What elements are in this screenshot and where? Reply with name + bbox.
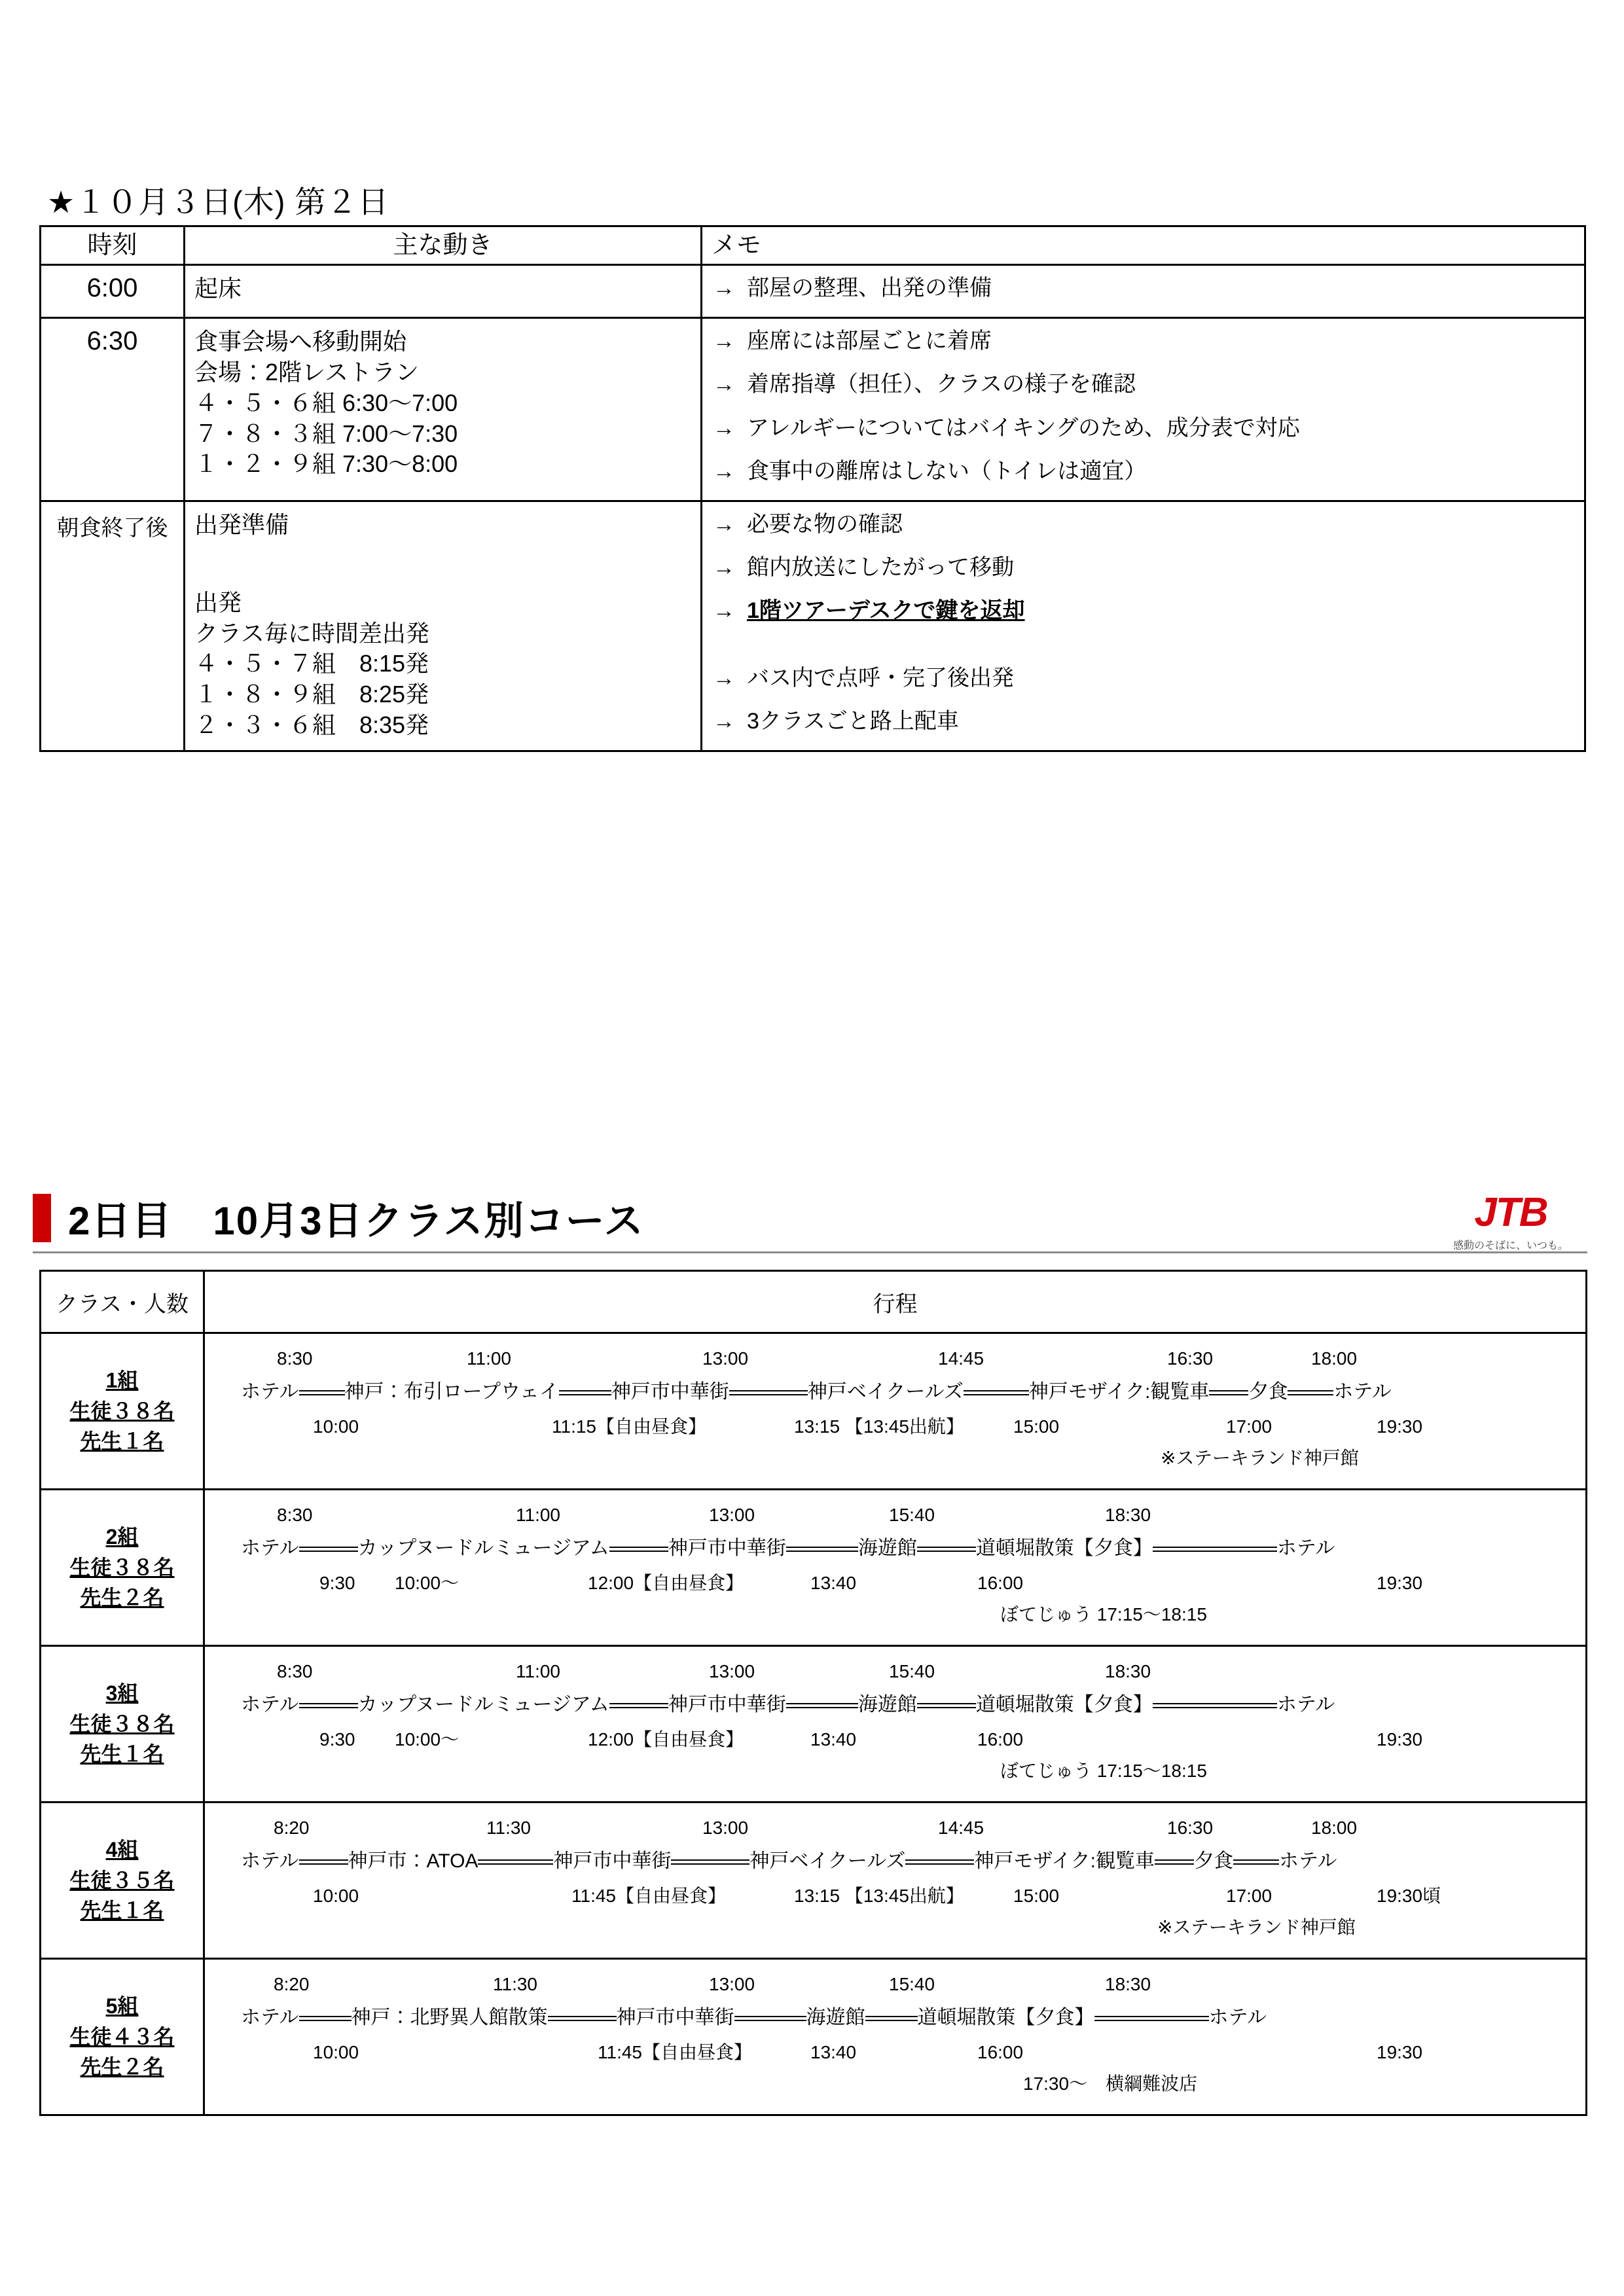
route-time-below: 13:15 【13:45出航】: [794, 1416, 964, 1437]
teacher-count: 先生１名: [80, 1742, 164, 1767]
header-memo: [702, 226, 1585, 265]
route-diagram: [205, 1971, 1585, 2102]
route-stops-line: [241, 1539, 1335, 1558]
memo-text: 必要な物の確認: [747, 511, 903, 537]
student-count: 生徒３８名: [69, 1399, 175, 1423]
header-time: 時刻: [41, 226, 185, 265]
route-time-above: 8:20: [274, 1818, 310, 1838]
schedule-header-row: [41, 226, 1585, 265]
route-time-below: 19:30: [1377, 2042, 1423, 2062]
route-connector-icon: [1155, 1858, 1194, 1866]
route-connector-icon: [1094, 2015, 1209, 2022]
schedule-time-cell: 朝食終了後: [41, 501, 185, 751]
schedule-memo-cell: [702, 265, 1585, 318]
route-time-below: 9:30: [319, 1729, 355, 1749]
class-info-cell: [41, 1646, 204, 1803]
route-time-below: 10:00～: [395, 1573, 460, 1593]
route-connector-icon: [917, 1545, 976, 1553]
jtb-tagline: 感動のそばに、いつも。: [1453, 1240, 1568, 1251]
course-header-row: [41, 1271, 1587, 1333]
route-stop: 神戸モザイク:観覧車: [974, 1850, 1155, 1872]
route-time-below: 15:00: [1013, 1416, 1060, 1437]
memo-text: 3クラスごと路上配車: [747, 708, 959, 734]
route-time-above: 15:40: [889, 1661, 935, 1681]
route-connector-icon: [559, 1389, 611, 1397]
class-info-cell: [41, 1490, 204, 1646]
student-count: 生徒３５名: [69, 1868, 175, 1892]
route-stop: 道頓堀散策【夕食】: [975, 1537, 1153, 1559]
course-row: [41, 1959, 1587, 2115]
schedule-memo-cell: [702, 318, 1585, 501]
route-diagram: [205, 1815, 1585, 1946]
route-stop: 夕食: [1193, 1850, 1233, 1872]
route-connector-icon: [548, 2015, 617, 2022]
route-stop: 神戸市中華街: [616, 2007, 734, 2028]
route-stop: 神戸市中華街: [611, 1381, 729, 1403]
course-heading-text: 2日目 10月3日クラス別コース: [68, 1199, 645, 1243]
route-stop: 海遊館: [806, 2007, 865, 2028]
route-time-below: 13:15 【13:45出航】: [794, 1886, 964, 1906]
route-time-above: 11:30: [493, 1974, 537, 1994]
route-stop: 海遊館: [857, 1694, 917, 1715]
student-count: 生徒４３名: [69, 2024, 175, 2049]
route-time-below: 13:40: [810, 1573, 857, 1593]
activity-line: ７・８・３組 7:00～7:30: [194, 420, 458, 447]
arrow-icon: →: [713, 276, 735, 300]
route-diagram: [205, 1502, 1585, 1633]
route-connector-icon: [964, 1389, 1029, 1397]
teacher-count: 先生２名: [80, 2055, 164, 2079]
route-stop: ホテル: [241, 1850, 299, 1872]
activity-line: 出発準備: [194, 511, 289, 538]
memo-item: [713, 596, 1584, 625]
route-stop: カップヌードルミュージアム: [357, 1694, 609, 1715]
schedule-activity-cell: [185, 265, 702, 318]
route-connector-icon: [609, 1545, 668, 1553]
route-connector-icon: [734, 2015, 806, 2022]
class-info-cell: [41, 1959, 204, 2115]
route-time-below: 17:00: [1226, 1416, 1272, 1437]
schedule-memo-cell: [702, 501, 1585, 751]
route-time-below: 19:30: [1377, 1729, 1423, 1749]
arrow-icon: →: [713, 511, 735, 537]
arrow-icon: →: [713, 415, 735, 440]
class-label: 2組: [105, 1525, 139, 1549]
route-time-below: 19:30頃: [1377, 1886, 1441, 1906]
header-main: 主な動き: [185, 226, 702, 265]
jtb-logo: [1429, 1190, 1593, 1252]
route-stop: 神戸市中華街: [668, 1537, 786, 1559]
class-label: 1組: [105, 1369, 139, 1393]
route-stop: 神戸ベイクールズ: [807, 1381, 964, 1403]
activity-line: ４・５・７組 8:15発: [194, 650, 429, 677]
arrow-icon: →: [713, 555, 735, 581]
header-class-count: クラス・人数: [41, 1271, 204, 1333]
route-connector-icon: [1209, 1389, 1248, 1397]
arrow-icon: →: [713, 598, 735, 624]
class-course-table: [39, 1270, 1587, 2116]
memo-text: 1階ツアーデスクで鍵を返却: [747, 598, 1025, 624]
route-time-above: 18:30: [1105, 1661, 1151, 1681]
course-row: [41, 1490, 1587, 1646]
route-stop: ホテル: [241, 1381, 299, 1403]
route-time-above: 13:00: [709, 1661, 755, 1681]
schedule-row: [41, 318, 1585, 501]
route-stop: 道頓堀散策【夕食】: [917, 2007, 1094, 2028]
memo-item: [713, 707, 1584, 736]
route-stop: ホテル: [1333, 1381, 1392, 1403]
route-stop: 道頓堀散策【夕食】: [975, 1694, 1153, 1715]
route-connector-icon: [1153, 1702, 1277, 1710]
memo-item: [713, 664, 1584, 692]
route-stop: ホテル: [241, 1537, 299, 1559]
route-connector-icon: [1288, 1389, 1333, 1397]
route-stop: 神戸ベイクールズ: [749, 1850, 906, 1872]
schedule-time-cell: 6:00: [41, 265, 185, 318]
activity-line: 食事会場へ移動開始: [194, 328, 407, 355]
memo-text: 座席には部屋ごとに着席: [747, 329, 992, 354]
route-stop: カップヌードルミュージアム: [357, 1537, 609, 1559]
class-label: 4組: [105, 1838, 139, 1862]
route-time-below: 12:00【自由昼食】: [588, 1729, 744, 1749]
memo-item: [713, 457, 1584, 486]
route-connector-icon: [729, 1389, 808, 1397]
class-label: 5組: [105, 1994, 139, 2018]
route-time-above: 11:00: [516, 1505, 560, 1525]
route-stops-line: [241, 1695, 1335, 1715]
memo-text: バス内で点呼・完了後出発: [747, 665, 1014, 691]
memo-item: [713, 510, 1584, 539]
route-stop: 神戸：布引ロープウェイ: [344, 1381, 559, 1403]
class-info-cell: [41, 1333, 204, 1490]
route-time-below: 13:40: [810, 2042, 857, 2062]
schedule-activity-cell: [185, 318, 702, 501]
route-note: ※ステーキランド神戸館: [1157, 1917, 1356, 1937]
route-connector-icon: [865, 2015, 918, 2022]
route-diagram: [205, 1346, 1585, 1477]
route-time-below: 10:00～: [395, 1729, 460, 1749]
schedule-row: [41, 265, 1585, 318]
memo-text: 部屋の整理、出発の準備: [747, 276, 992, 300]
route-time-below: 11:15【自由昼食】: [552, 1416, 706, 1437]
route-time-below: 12:00【自由昼食】: [588, 1573, 744, 1593]
memo-item: [713, 327, 1584, 355]
heading-underline-rule: [33, 1251, 1587, 1253]
route-connector-icon: [299, 1858, 348, 1866]
route-connector-icon: [299, 1389, 345, 1397]
route-time-above: 13:00: [702, 1348, 749, 1369]
memo-text: 館内放送にしたがって移動: [747, 555, 1014, 581]
route-time-below: 15:00: [1013, 1886, 1060, 1906]
route-time-below: 11:45【自由昼食】: [598, 2042, 752, 2062]
route-stop: ホテル: [1278, 1850, 1337, 1872]
daily-schedule-table: [39, 225, 1586, 752]
route-cell: [204, 1646, 1587, 1803]
route-time-above: 8:20: [274, 1974, 310, 1994]
route-time-below: 17:00: [1226, 1886, 1272, 1906]
route-stop: 神戸市：ATOA: [348, 1850, 478, 1872]
course-row: [41, 1803, 1587, 1959]
course-section-heading: [33, 1190, 645, 1246]
route-time-above: 18:30: [1105, 1505, 1151, 1525]
route-connector-icon: [917, 1702, 976, 1710]
route-stop: 夕食: [1248, 1381, 1288, 1403]
route-time-below: 13:40: [810, 1729, 857, 1749]
route-stops-line: [241, 2008, 1267, 2028]
memo-item: [713, 414, 1584, 442]
route-time-above: 13:00: [709, 1505, 755, 1525]
route-stop: 神戸モザイク:観覧車: [1028, 1381, 1210, 1403]
arrow-icon: →: [713, 329, 735, 354]
route-time-above: 18:00: [1311, 1818, 1358, 1838]
route-time-above: 18:30: [1105, 1974, 1151, 1994]
route-stop: ホテル: [1276, 1694, 1335, 1715]
route-connector-icon: [299, 1545, 358, 1553]
route-connector-icon: [299, 2015, 352, 2022]
route-time-below: 10:00: [313, 1416, 359, 1437]
arrow-icon: →: [713, 665, 735, 691]
route-time-above: 15:40: [889, 1974, 935, 1994]
student-count: 生徒３８名: [69, 1555, 175, 1579]
route-stop: ホテル: [1208, 2007, 1267, 2028]
route-stops-line: [241, 1852, 1337, 1871]
memo-item: [713, 274, 1584, 302]
route-cell: [204, 1333, 1587, 1490]
teacher-count: 先生２名: [80, 1586, 164, 1610]
activity-line: 出発: [194, 588, 242, 616]
route-time-above: 8:30: [277, 1348, 313, 1369]
route-time-below: 10:00: [313, 2042, 359, 2062]
route-connector-icon: [609, 1702, 668, 1710]
route-stops-line: [241, 1382, 1392, 1402]
route-note: ぼてじゅう 17:15～18:15: [1000, 1761, 1207, 1781]
route-connector-icon: [786, 1702, 858, 1710]
route-connector-icon: [1153, 1545, 1277, 1553]
activity-line: １・２・９組 7:30～8:00: [194, 450, 458, 478]
memo-text: 着席指導（担任）、クラスの様子を確認: [747, 372, 1136, 397]
route-connector-icon: [478, 1858, 553, 1866]
arrow-icon: →: [713, 372, 735, 397]
class-label: 3組: [105, 1681, 139, 1706]
route-time-below: 11:45【自由昼食】: [571, 1886, 726, 1906]
route-stop: 神戸：北野異人館散策: [351, 2007, 548, 2028]
memo-text: アレルギーについてはバイキングのため、成分表で対応: [747, 415, 1300, 440]
route-time-above: 14:45: [938, 1348, 984, 1369]
route-stop: 神戸市中華街: [553, 1850, 672, 1872]
route-time-above: 16:30: [1167, 1818, 1214, 1838]
teacher-count: 先生１名: [80, 1899, 164, 1923]
route-time-below: 19:30: [1377, 1573, 1423, 1593]
route-time-above: 18:00: [1311, 1348, 1358, 1369]
course-row: [41, 1333, 1587, 1490]
route-connector-icon: [671, 1858, 749, 1866]
activity-line: ４・５・６組 6:30～7:00: [194, 389, 458, 416]
schedule-time-cell: 6:30: [41, 318, 185, 501]
route-time-below: 16:00: [977, 1729, 1024, 1749]
memo-text: 食事中の離席はしない（トイレは適宜）: [747, 458, 1147, 484]
route-cell: [204, 1959, 1587, 2115]
route-note: ※ステーキランド神戸館: [1161, 1448, 1359, 1468]
arrow-icon: →: [713, 708, 735, 734]
activity-line: 会場：2階レストラン: [194, 358, 419, 386]
course-row: [41, 1646, 1587, 1803]
route-time-above: 8:30: [277, 1505, 313, 1525]
route-stop: 神戸市中華街: [668, 1694, 786, 1715]
route-cell: [204, 1490, 1587, 1646]
route-diagram: [205, 1659, 1585, 1789]
activity-line: １・８・９組 8:25発: [194, 681, 429, 708]
memo-item: [713, 553, 1584, 582]
route-time-below: 9:30: [319, 1573, 355, 1593]
header-memo-label: メモ: [712, 232, 762, 259]
activity-line: クラス毎に時間差出発: [194, 619, 429, 647]
class-info-cell: [41, 1803, 204, 1959]
activity-line: 起床: [194, 275, 242, 302]
teacher-count: 先生１名: [80, 1429, 164, 1454]
route-connector-icon: [1233, 1858, 1279, 1866]
student-count: 生徒３８名: [69, 1712, 175, 1736]
route-connector-icon: [905, 1858, 974, 1866]
route-time-below: 16:00: [977, 2042, 1024, 2062]
route-stop: 海遊館: [857, 1537, 917, 1559]
route-time-above: 11:00: [516, 1661, 560, 1681]
route-note: ぼてじゅう 17:15～18:15: [1000, 1604, 1207, 1624]
route-time-above: 14:45: [938, 1818, 984, 1838]
schedule-activity-cell: [185, 501, 702, 751]
memo-item: [713, 370, 1584, 399]
schedule-title: ★１０月３日(木) 第２日: [47, 185, 389, 219]
arrow-icon: →: [713, 458, 735, 484]
route-stop: ホテル: [241, 2007, 299, 2028]
route-time-above: 13:00: [702, 1818, 749, 1838]
schedule-row: [41, 501, 1585, 751]
route-cell: [204, 1803, 1587, 1959]
route-note: 17:30～ 横綱難波店: [1023, 2073, 1198, 2094]
red-accent-bar: [33, 1194, 51, 1242]
route-stop: ホテル: [241, 1694, 299, 1715]
jtb-wordmark: JTB: [1474, 1190, 1547, 1235]
header-route: 行程: [204, 1271, 1587, 1333]
route-stop: ホテル: [1276, 1537, 1335, 1559]
route-time-above: 11:00: [467, 1348, 511, 1369]
route-time-below: 19:30: [1377, 1416, 1423, 1437]
route-connector-icon: [299, 1702, 358, 1710]
route-time-below: 16:00: [977, 1573, 1024, 1593]
route-connector-icon: [786, 1545, 858, 1553]
route-time-above: 16:30: [1167, 1348, 1214, 1369]
route-time-above: 15:40: [889, 1505, 935, 1525]
activity-line: ２・３・６組 8:35発: [194, 711, 429, 738]
route-time-above: 11:30: [486, 1818, 531, 1838]
route-time-above: 13:00: [709, 1974, 755, 1994]
route-time-above: 8:30: [277, 1661, 313, 1681]
route-time-below: 10:00: [313, 1886, 359, 1906]
